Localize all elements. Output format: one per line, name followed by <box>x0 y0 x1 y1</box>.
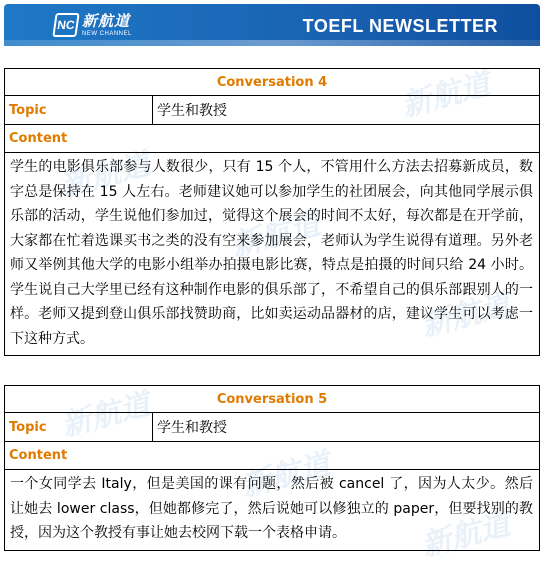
content-text: 学生的电影俱乐部参与人数很少，只有 15 个人，不管用什么方法去招募新成员，数字总是保持在 15 人左右。老师建议她可以参加学生的社团展会，向其他同学展示俱乐部的活动，学生说他们参加过，觉得这个展会的时间不太好，每次都是在开学前，大家都在忙着选课买书之类的没有空来参加展会，老师认为学生说得有道理。另外老师又举例其他大学的电影小组举办拍摄电影比赛，特点是拍摄的时间只给 24 小时。学生说自己大学里已经有这种制作电影的俱乐部了，不希望自己的俱乐部跟别人的一样。老师又提到登山俱乐部找赞助商，比如卖运动品器材的店，建议学生可以考虑一下这种方式。 <box>10 159 533 347</box>
logo-mark-icon: NC <box>52 13 79 37</box>
logo-chinese-name: 新航道 <box>82 11 131 30</box>
topic-value: 学生和教授 <box>157 420 227 436</box>
conversation-block <box>4 68 540 356</box>
conversation-title: Conversation 4 <box>5 69 539 96</box>
watermark: 新航道 <box>417 506 514 564</box>
watermark: 新航道 <box>227 206 324 264</box>
content-text: 一个女同学去 Italy，但是美国的课有问题，然后被 cancel 了，因为人太少。然后让她去 lower class，但她都修完了，然后说她可以修独立的 paper，但要找别的教授，因为这个教授有事让她去校网下载一个表格申请。 <box>10 476 533 541</box>
topic-row <box>5 96 539 125</box>
header-decor-band <box>4 40 540 46</box>
newsletter-title: TOEFL NEWSLETTER <box>302 16 498 36</box>
topic-label: Topic <box>5 96 153 124</box>
content-label: Content <box>5 442 539 470</box>
watermark: 新航道 <box>397 66 494 124</box>
conversation-title: Conversation 5 <box>5 386 539 413</box>
logo-english-name: NEW CHANNEL <box>82 30 132 37</box>
topic-value: 学生和教授 <box>157 103 227 119</box>
topic-row <box>5 413 539 442</box>
conversation-block <box>4 385 540 551</box>
content-label: Content <box>5 125 539 153</box>
watermark: 新航道 <box>417 286 514 344</box>
brand-logo <box>54 11 132 39</box>
watermark: 新航道 <box>237 446 334 504</box>
topic-label: Topic <box>5 413 153 441</box>
watermark: 新航道 <box>57 146 154 204</box>
watermark: 新航道 <box>57 386 154 444</box>
newsletter-header <box>4 4 540 46</box>
